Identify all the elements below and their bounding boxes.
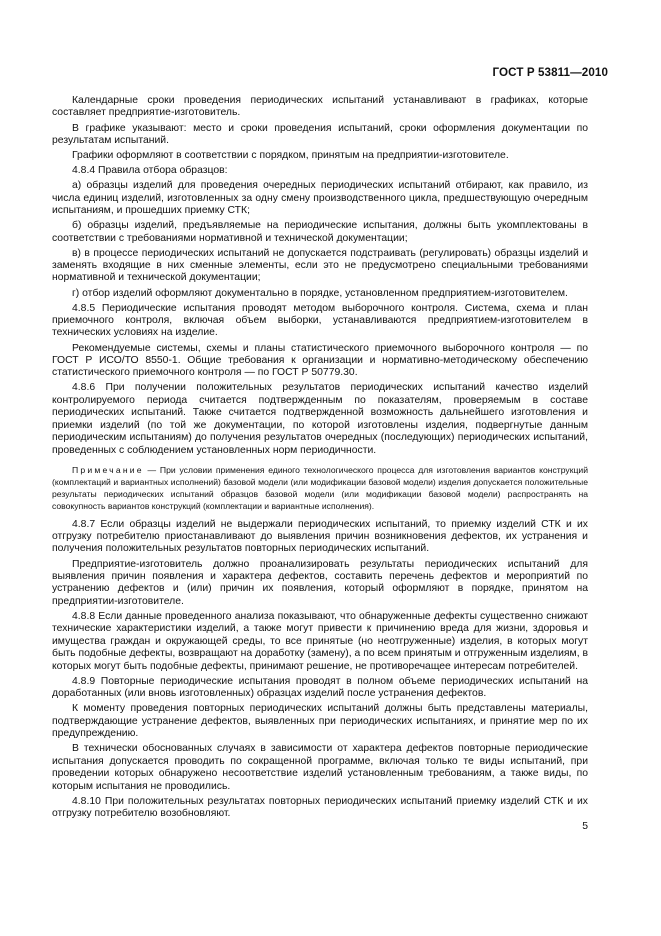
paragraph-schedule-dates: Календарные сроки проведения периодических испытаний устанавливают в графиках, которые составляет предприятие-изготовитель. — [52, 95, 588, 119]
clause-4-8-9: 4.8.9 Повторные периодические испытания проводят в полном объеме периодических испытаний на доработанных (или вновь изготовленных) образцах изделий после устранения дефектов. — [52, 675, 588, 700]
paragraph-reduced-program: В технически обоснованных случаях в зависимости от характера дефектов повторные периодические испытания допускается проводить по сокращенной программе, включая только те виды испытаний, при проведении которых обнаружено несоответствие изделий установленным требованиям, а также виды, по которым испытания не проводились. — [52, 743, 588, 792]
paragraph-recommended-systems: Рекомендуемые системы, схемы и планы статистического приемочного выборочного контроля — по ГОСТ Р ИСО/ТО 8550-1. Общие требования к организации и нормативно-методическому обеспечению статистического приемочного контроля — по ГОСТ Р 50779.30. — [52, 342, 588, 379]
note-block — [52, 464, 588, 512]
paragraph-defect-analysis: Предприятие-изготовитель должно проанализировать результаты периодических испытаний для выявления причин появления и характера дефектов, составить перечень дефектов и мероприятий по устранению дефектов и (или) причин их появления, который оформляют в порядке, принятом на предприятии-изготовителе. — [52, 558, 588, 607]
clause-4-8-7: 4.8.7 Если образцы изделий не выдержали периодических испытаний, то приемку изделий СТК и их отгрузку потребителю приостанавливают до выявления причин возникновения дефектов, их устранения и получения положительных результатов повторных периодических испытаний. — [52, 518, 588, 555]
list-item-v: в) в процессе периодических испытаний не допускается подстраивать (регулировать) образцы изделий и заменять входящие в них сменные элементы, если это не предусмотрено специальными требованиями нормативной и технической документации; — [52, 247, 588, 284]
paragraph-schedule-format: Графики оформляют в соответствии с порядком, принятым на предприятии-изготовителе. — [72, 150, 509, 161]
list-item-g: г) отбор изделий оформляют документально в порядке, установленном предприятием-изготовителем. — [72, 287, 568, 299]
clause-4-8-4-heading: 4.8.4 Правила отбора образцов: — [72, 165, 228, 177]
paragraph-schedule-contents: В графике указывают: место и сроки проведения испытаний, сроки оформления документации по результатам испытаний. — [52, 122, 588, 146]
paragraph-materials: К моменту проведения повторных периодических испытаний должны быть представлены материалы, подтверждающие устранение дефектов, выявленных при периодических испытаниях, и принятие мер по их предупреждению. — [52, 703, 588, 740]
clause-4-8-10: 4.8.10 При положительных результатах повторных периодических испытаний приемку изделий СТК и их отгрузку потребителю возобновляют. — [52, 795, 588, 820]
note-label: Примечание — [72, 465, 144, 476]
note-text: — При условии применения единого технологического процесса для изготовления вариантов конструкций (комплектаций и вариантных исполнений) базовой модели (или модификации базовой модели) изделия допускается положительные результаты периодических испытаний образцов базовой модели (или модификации базовой модели) распространять на совокупность вариантов конструкций (комплектации и вариантные исполнения). — [52, 465, 588, 512]
standard-header: ГОСТ Р 53811—2010 — [492, 66, 608, 79]
list-item-a: а) образцы изделий для проведения очередных периодических испытаний отбирают, как правило, из числа единиц изделий, изготовленных за одну смену производственного цикла, предшествующую очередным испытаниям, и прошедших приемку СТК; — [52, 180, 588, 216]
clause-4-8-8: 4.8.8 Если данные проведенного анализа показывают, что обнаруженные дефекты существенно снижают технические характеристики изделий, а также могут привести к причинению вреда для жизни, здоровья и имущества граждан и окружающей среды, то все принятые (но неотгруженные) изделия, в которых могут быть подобные дефекты, возвращают на доработку (замену), а по всем принятым и отгруженным изделиям, в которых могут быть подобные дефекты, принимают решение, не противоречащее интересам потребителей. — [52, 610, 588, 672]
page-number: 5 — [582, 821, 588, 832]
clause-4-8-6: 4.8.6 При получении положительных результатов периодических испытаний качество изделий контролируемого периода считается подтвержденным по показателям, проверяемым в составе периодических испытаний. Также считается подтвержденной возможность дальнейшего изготовления и приемки изделий (по той же документации, по которой изготовлены изделия, подвергнутые данным периодическим испытаниям) до получения результатов очередных (последующих) периодических испытаний, проведенных с соблюдением установленных норм периодичности. — [52, 382, 588, 456]
document-body — [52, 95, 588, 823]
list-item-b: б) образцы изделий, предъявляемые на периодические испытания, должны быть укомплектованы в соответствии с требованиями нормативной и технической документации; — [52, 220, 588, 244]
clause-4-8-5: 4.8.5 Периодические испытания проводят методом выборочного контроля. Система, схема и план приемочного контроля, включая объем выборки, устанавливаются предприятием-изготовителем в технических условиях на изделие. — [52, 302, 588, 339]
